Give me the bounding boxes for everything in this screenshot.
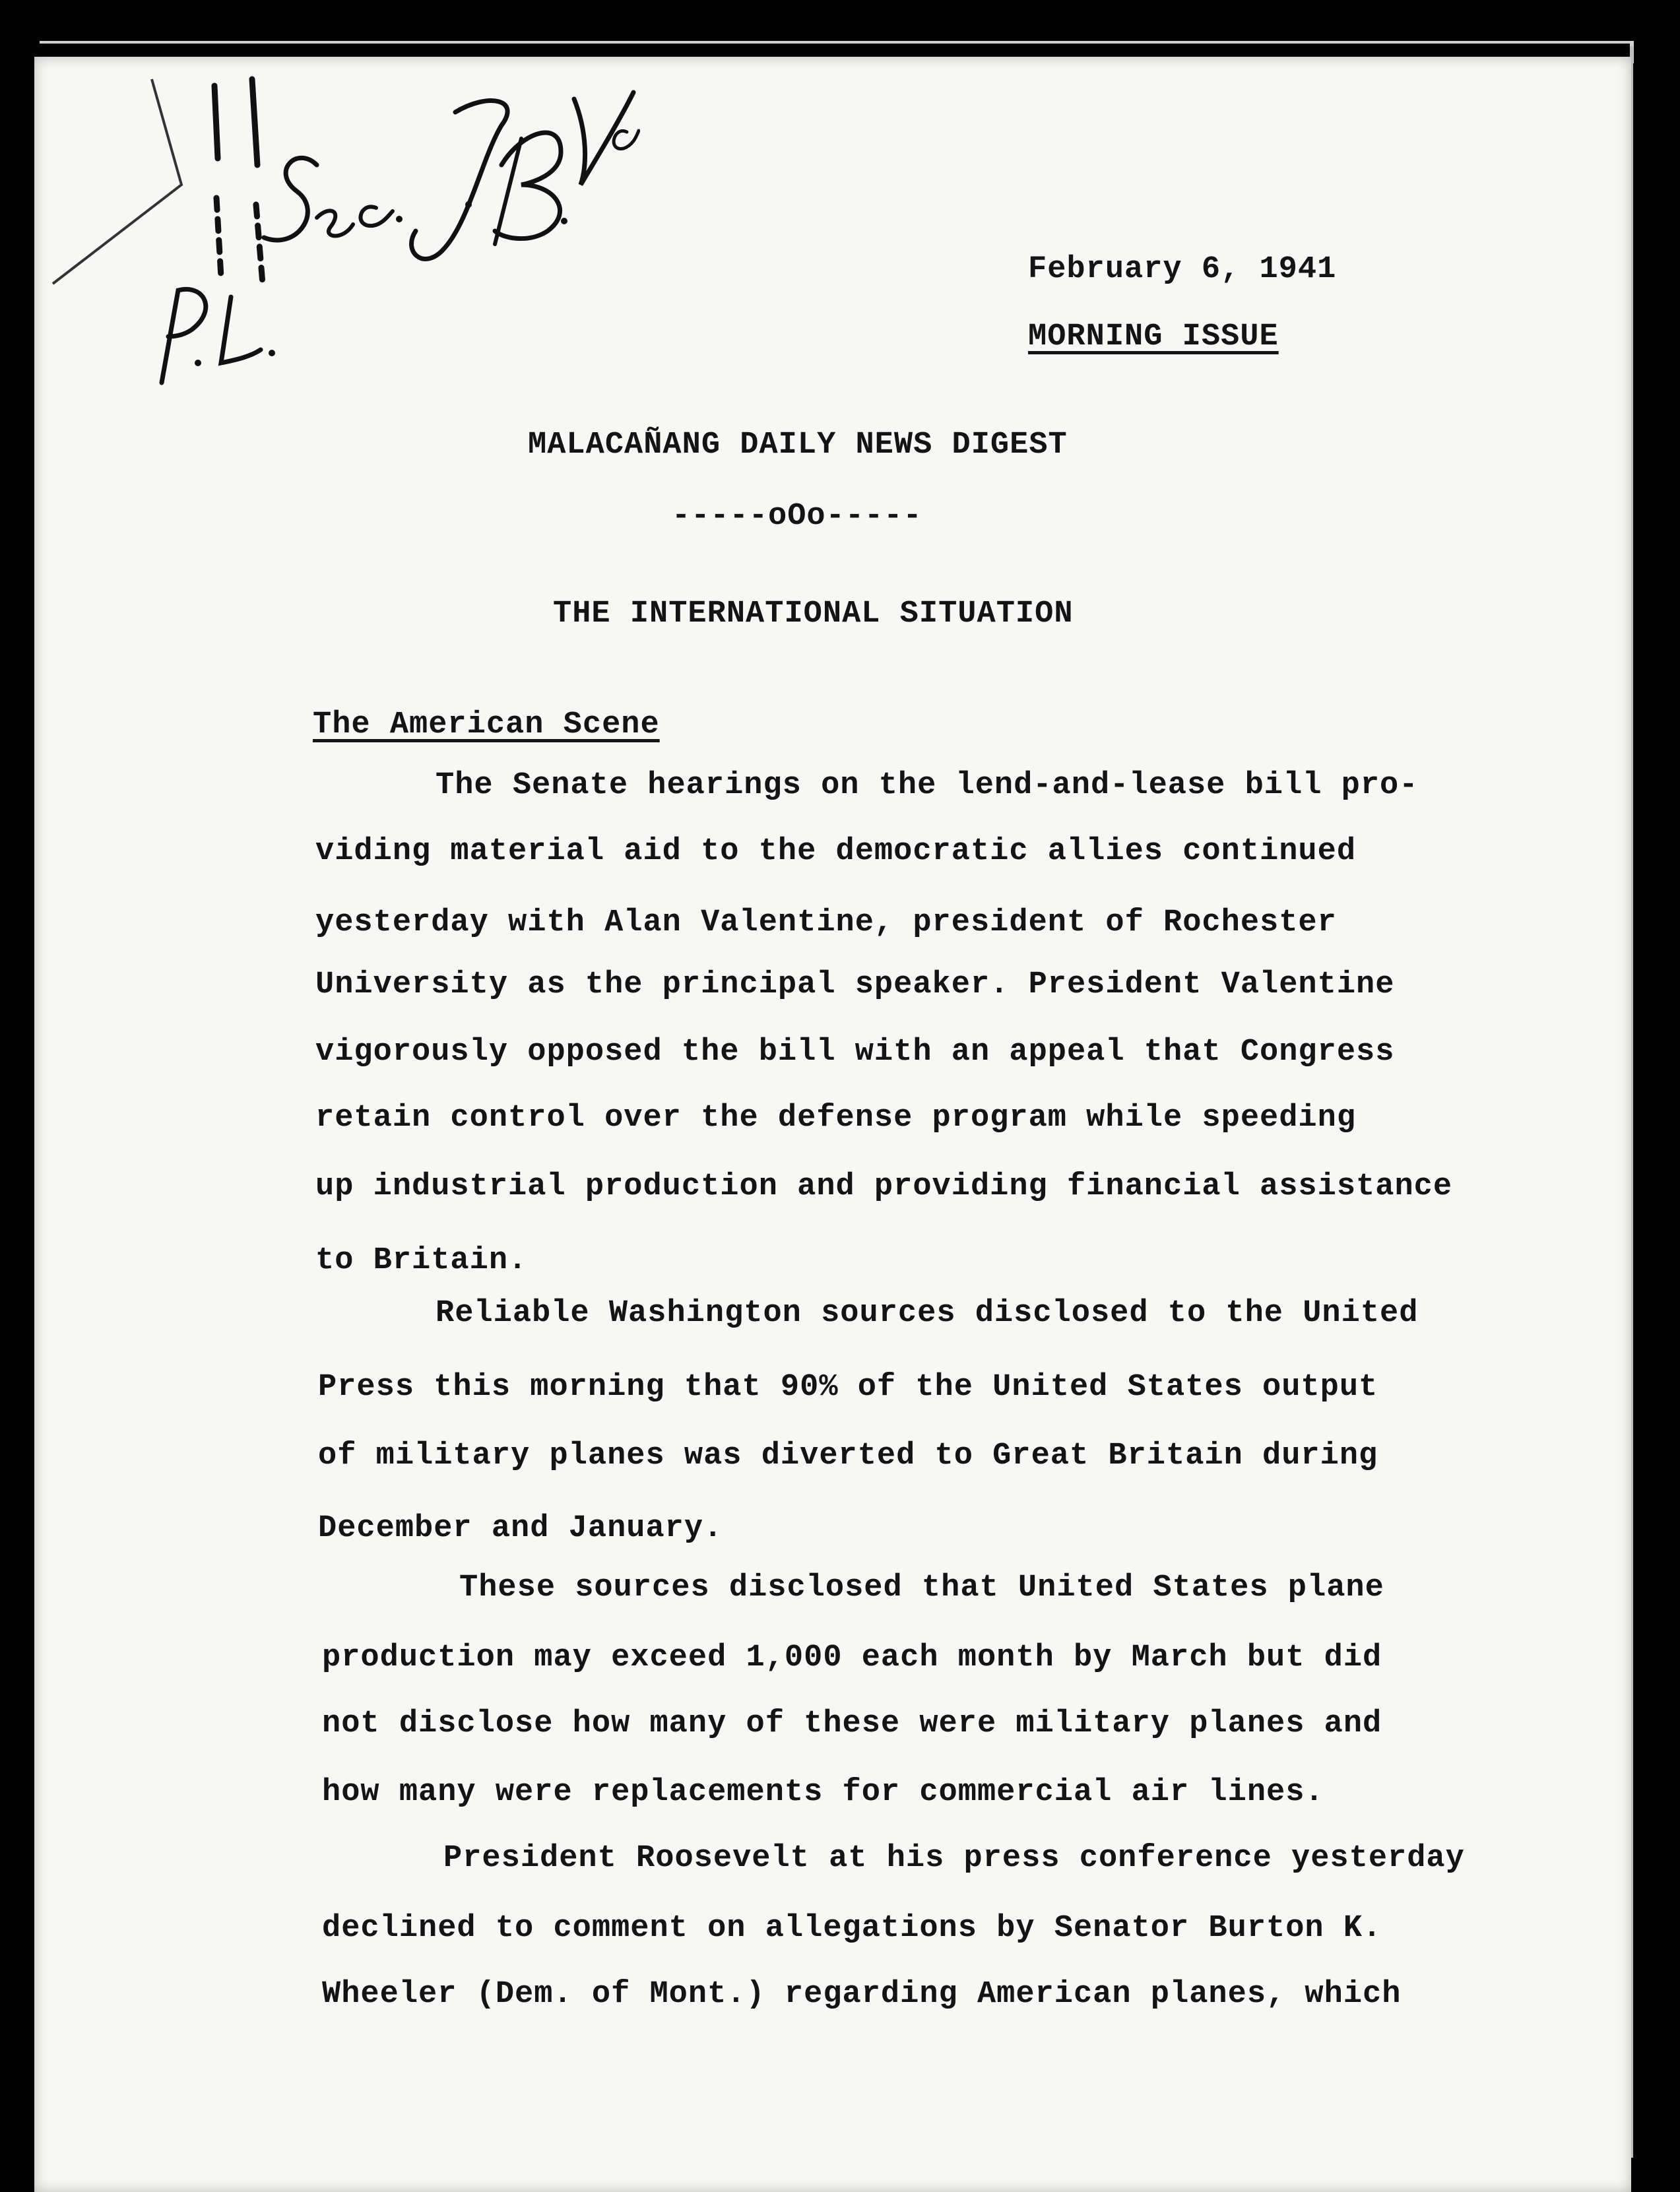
body-line: Press this morning that 90% of the United States output bbox=[318, 1370, 1378, 1405]
issue-label: MORNING ISSUE bbox=[1028, 319, 1279, 354]
body-line: Wheeler (Dem. of Mont.) regarding American planes, which bbox=[322, 1977, 1402, 2012]
body-line: vigorously opposed the bill with an appeal that Congress bbox=[315, 1035, 1395, 1070]
body-line: Reliable Washington sources disclosed to the United bbox=[436, 1296, 1419, 1331]
subsection-heading: The American Scene bbox=[313, 707, 660, 742]
body-line: of military planes was diverted to Great Britain during bbox=[318, 1438, 1378, 1473]
body-line: The Senate hearings on the lend-and-lease bill pro- bbox=[436, 768, 1419, 803]
body-line: viding material aid to the democratic allies continued bbox=[315, 834, 1357, 869]
title-separator: -----oOo----- bbox=[672, 499, 922, 534]
body-line: December and January. bbox=[318, 1511, 723, 1546]
body-line: to Britain. bbox=[315, 1243, 528, 1278]
body-line: retain control over the defense program while speeding bbox=[315, 1101, 1357, 1136]
section-title: THE INTERNATIONAL SITUATION bbox=[553, 596, 1074, 631]
body-line: up industrial production and providing financial assistance bbox=[315, 1169, 1453, 1204]
document-date: February 6, 1941 bbox=[1028, 252, 1337, 287]
body-line: not disclose how many of these were military planes and bbox=[322, 1706, 1382, 1741]
handwritten-annotation bbox=[99, 53, 640, 396]
body-line: President Roosevelt at his press conference yesterday bbox=[443, 1841, 1465, 1876]
body-line: production may exceed 1,000 each month by March but did bbox=[322, 1640, 1382, 1675]
body-line: University as the principal speaker. President Valentine bbox=[315, 967, 1395, 1002]
body-line: These sources disclosed that United States plane bbox=[459, 1570, 1384, 1605]
body-line: how many were replacements for commercial air lines. bbox=[322, 1775, 1324, 1810]
body-line: yesterday with Alan Valentine, president of Rochester bbox=[315, 905, 1337, 940]
digest-title: MALACAÑANG DAILY NEWS DIGEST bbox=[528, 428, 1068, 463]
body-line: declined to comment on allegations by Senator Burton K. bbox=[322, 1911, 1382, 1946]
